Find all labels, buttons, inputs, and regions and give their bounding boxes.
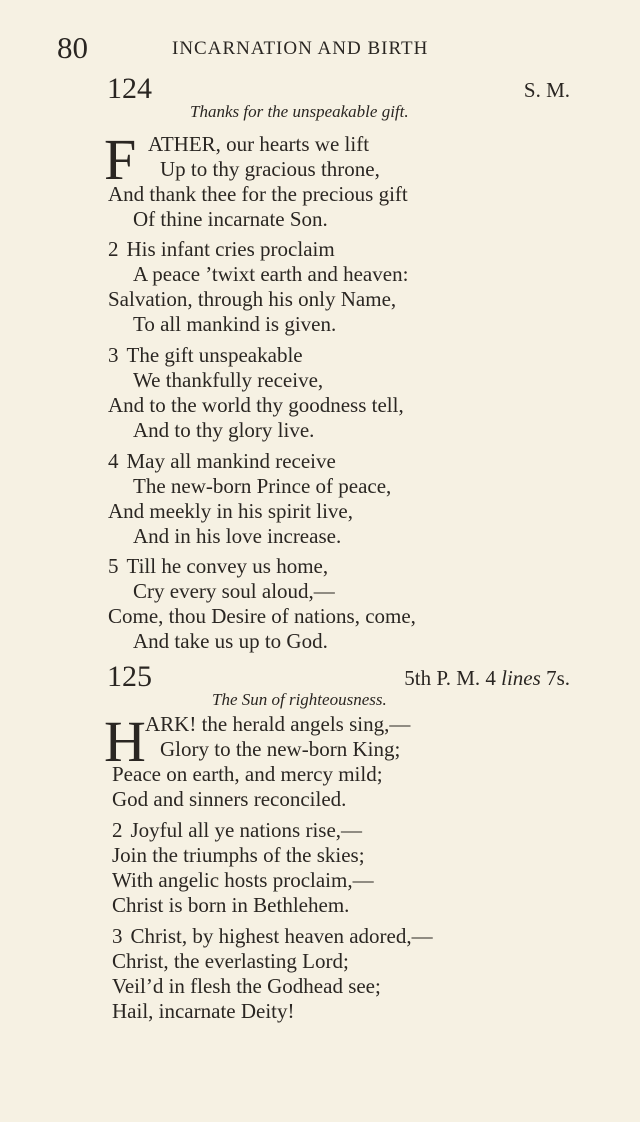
verse-line: Hail, incarnate Deity!: [112, 999, 295, 1023]
page-number: 80: [57, 30, 88, 65]
verse-line: And in his love increase.: [133, 524, 342, 548]
verse-line: Of thine incarnate Son.: [133, 207, 328, 231]
stanza-number: 4: [108, 449, 119, 473]
hymn-subtitle: The Sun of righteousness.: [212, 690, 387, 709]
verse-line: Up to thy gracious throne,: [160, 157, 380, 181]
stanza-number: 2: [112, 818, 123, 842]
hymn-125-header: [0, 662, 640, 692]
verse-line: ATHER, our hearts we lift: [148, 132, 370, 156]
verse-line: Salvation, through his only Name,: [108, 287, 397, 311]
verse-line: God and sinners reconciled.: [112, 787, 347, 811]
verse-line: And meekly in his spirit live,: [108, 499, 353, 523]
drop-cap: H: [104, 709, 146, 774]
verse-line: And thank thee for the precious gift: [108, 182, 408, 206]
hymn-number: 125: [107, 660, 152, 693]
stanza-number: 5: [108, 554, 119, 578]
verse-line: Christ is born in Bethlehem.: [112, 893, 350, 917]
verse-line: We thankfully receive,: [133, 368, 324, 392]
verse-line: Come, thou Desire of nations, come,: [108, 604, 416, 628]
verse-line: Join the triumphs of the skies;: [112, 843, 365, 867]
running-title: INCARNATION AND BIRTH: [172, 38, 429, 59]
hymn-subtitle: Thanks for the unspeakable gift.: [190, 102, 409, 121]
verse-line: ARK! the herald angels sing,—: [145, 712, 411, 736]
hymn-number: 124: [107, 72, 152, 105]
verse-line: May all mankind receive: [126, 449, 336, 473]
verse-line: The new-born Prince of peace,: [133, 474, 392, 498]
verse-line: And to the world thy goodness tell,: [108, 393, 404, 417]
verse-line: The gift unspeakable: [126, 343, 303, 367]
verse-line: Peace on earth, and mercy mild;: [112, 762, 383, 786]
verse-line: Christ, the everlasting Lord;: [112, 949, 349, 973]
verse-line: His infant cries proclaim: [126, 237, 335, 261]
hymn-124-header: [0, 74, 640, 104]
hymn-meter: 5th P. M. 4 lines 7s.: [404, 666, 570, 690]
hymn-meter: S. M.: [523, 78, 570, 102]
verse-line: Glory to the new-born King;: [160, 737, 401, 761]
verse-line: Till he convey us home,: [126, 554, 329, 578]
running-head: [0, 30, 640, 70]
verse-line: To all mankind is given.: [133, 312, 337, 336]
verse-line: A peace ’twixt earth and heaven:: [133, 262, 409, 286]
stanza-number: 3: [112, 924, 123, 948]
drop-cap: F: [104, 127, 137, 192]
verse-line: And take us up to God.: [133, 629, 328, 653]
stanza-number: 3: [108, 343, 119, 367]
verse-line: And to thy glory live.: [133, 418, 315, 442]
verse-line: Cry every soul aloud,—: [133, 579, 335, 603]
verse-line: Christ, by highest heaven adored,—: [130, 924, 433, 948]
verse-line: Veil’d in flesh the Godhead see;: [112, 974, 381, 998]
stanza-number: 2: [108, 237, 119, 261]
verse-line: With angelic hosts proclaim,—: [112, 868, 374, 892]
verse-line: Joyful all ye nations rise,—: [130, 818, 363, 842]
